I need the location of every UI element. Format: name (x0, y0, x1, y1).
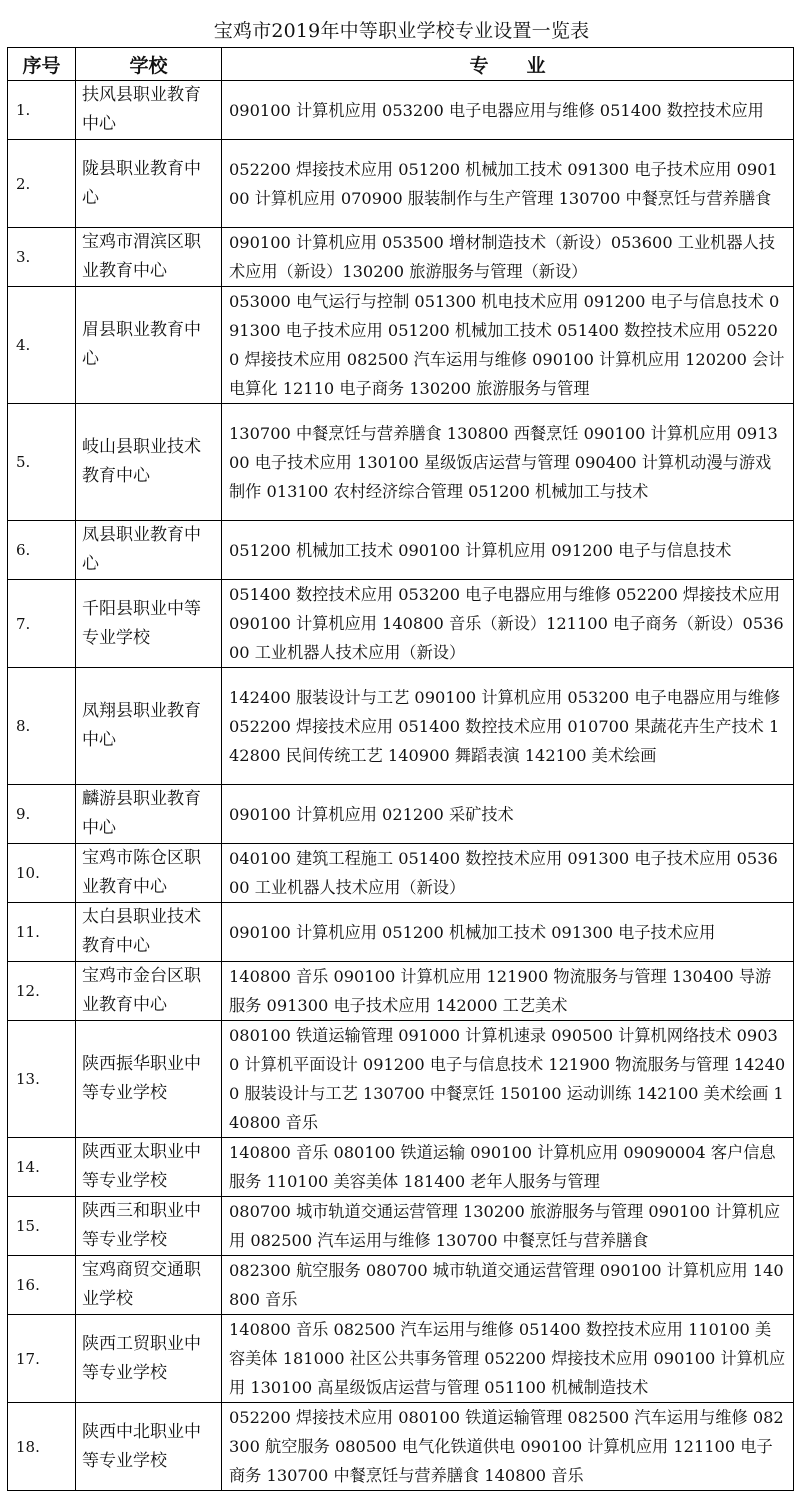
row-major: 052200 焊接技术应用 051200 机械加工技术 091300 电子技术应用 090100 计算机应用 070900 服装制作与生产管理 130700 中餐烹饪与营养膳食 (222, 140, 794, 228)
row-no: 1. (8, 81, 76, 140)
row-school: 千阳县职业中等专业学校 (76, 580, 222, 668)
table-row (8, 785, 794, 844)
table-row (8, 903, 794, 962)
table-row (8, 1256, 794, 1315)
row-school: 宝鸡市金台区职业教育中心 (76, 962, 222, 1021)
table-row (8, 844, 794, 903)
row-major: 140800 音乐 080100 铁道运输 090100 计算机应用 09090004 客户信息服务 110100 美容美体 181400 老年人服务与管理 (222, 1138, 794, 1197)
row-no: 6. (8, 521, 76, 580)
row-school: 陕西工贸职业中等专业学校 (76, 1315, 222, 1403)
header-school: 学校 (76, 48, 222, 81)
row-school: 岐山县职业技术教育中心 (76, 404, 222, 521)
table-header-row (8, 48, 794, 81)
row-no: 10. (8, 844, 76, 903)
row-no: 12. (8, 962, 76, 1021)
row-school: 陕西振华职业中等专业学校 (76, 1021, 222, 1138)
row-school: 眉县职业教育中心 (76, 287, 222, 404)
row-major: 051200 机械加工技术 090100 计算机应用 091200 电子与信息技术 (222, 521, 794, 580)
row-no: 9. (8, 785, 76, 844)
header-major: 专 业 (222, 48, 794, 81)
row-no: 2. (8, 140, 76, 228)
table-row (8, 521, 794, 580)
row-major: 140800 音乐 082500 汽车运用与维修 051400 数控技术应用 110100 美容美体 181000 社区公共事务管理 052200 焊接技术应用 090100 计算机应用 130100 高星级饭店运营与管理 051100 机械制造技术 (222, 1315, 794, 1403)
row-major: 090100 计算机应用 053200 电子电器应用与维修 051400 数控技术应用 (222, 81, 794, 140)
row-major: 140800 音乐 090100 计算机应用 121900 物流服务与管理 130400 导游服务 091300 电子技术应用 142000 工艺美术 (222, 962, 794, 1021)
table-row (8, 580, 794, 668)
table-row (8, 962, 794, 1021)
table-row (8, 81, 794, 140)
row-no: 17. (8, 1315, 76, 1403)
row-no: 5. (8, 404, 76, 521)
row-school: 陕西中北职业中等专业学校 (76, 1403, 222, 1491)
row-major: 080700 城市轨道交通运营管理 130200 旅游服务与管理 090100 计算机应用 082500 汽车运用与维修 130700 中餐烹饪与营养膳食 (222, 1197, 794, 1256)
row-no: 4. (8, 287, 76, 404)
row-school: 宝鸡商贸交通职业学校 (76, 1256, 222, 1315)
table-row (8, 140, 794, 228)
row-major: 130700 中餐烹饪与营养膳食 130800 西餐烹饪 090100 计算机应用 091300 电子技术应用 130100 星级饭店运营与管理 090400 计算机动漫与游戏制作 013100 农村经济综合管理 051200 机械加工与技术 (222, 404, 794, 521)
row-school: 扶风县职业教育中心 (76, 81, 222, 140)
row-school: 宝鸡市渭滨区职业教育中心 (76, 228, 222, 287)
table-row (8, 1403, 794, 1491)
row-major: 082300 航空服务 080700 城市轨道交通运营管理 090100 计算机应用 140800 音乐 (222, 1256, 794, 1315)
header-no: 序号 (8, 48, 76, 81)
row-major: 080100 铁道运输管理 091000 计算机速录 090500 计算机网络技术 09030 计算机平面设计 091200 电子与信息技术 121900 物流服务与管理 142400 服装设计与工艺 130700 中餐烹饪 150100 运动训练 142100 美术绘画 140800 音乐 (222, 1021, 794, 1138)
document-title: 宝鸡市2019年中等职业学校专业设置一览表 (213, 20, 590, 42)
row-school: 麟游县职业教育中心 (76, 785, 222, 844)
table-row (8, 1315, 794, 1403)
row-major: 040100 建筑工程施工 051400 数控技术应用 091300 电子技术应用 053600 工业机器人技术应用（新设） (222, 844, 794, 903)
table-row (8, 1138, 794, 1197)
row-school: 陕西三和职业中等专业学校 (76, 1197, 222, 1256)
row-major: 090100 计算机应用 053500 增材制造技术（新设）053600 工业机器人技术应用（新设）130200 旅游服务与管理（新设） (222, 228, 794, 287)
row-no: 16. (8, 1256, 76, 1315)
row-school: 太白县职业技术教育中心 (76, 903, 222, 962)
row-no: 18. (8, 1403, 76, 1491)
major-table (7, 47, 794, 1491)
row-no: 15. (8, 1197, 76, 1256)
table-row (8, 287, 794, 404)
table-row (8, 228, 794, 287)
row-no: 8. (8, 668, 76, 785)
row-school: 凤县职业教育中心 (76, 521, 222, 580)
table-row (8, 1197, 794, 1256)
row-no: 3. (8, 228, 76, 287)
row-no: 14. (8, 1138, 76, 1197)
table-row (8, 668, 794, 785)
row-major: 051400 数控技术应用 053200 电子电器应用与维修 052200 焊接技术应用 090100 计算机应用 140800 音乐（新设）121100 电子商务（新设）053600 工业机器人技术应用（新设） (222, 580, 794, 668)
row-school: 陕西亚太职业中等专业学校 (76, 1138, 222, 1197)
row-major: 053000 电气运行与控制 051300 机电技术应用 091200 电子与信息技术 091300 电子技术应用 051200 机械加工技术 051400 数控技术应用 052200 焊接技术应用 082500 汽车运用与维修 090100 计算机应用 120200 会计电算化 12110 电子商务 130200 旅游服务与管理 (222, 287, 794, 404)
row-no: 7. (8, 580, 76, 668)
row-major: 142400 服装设计与工艺 090100 计算机应用 053200 电子电器应用与维修 052200 焊接技术应用 051400 数控技术应用 010700 果蔬花卉生产技术 142800 民间传统工艺 140900 舞蹈表演 142100 美术绘画 (222, 668, 794, 785)
row-major: 090100 计算机应用 051200 机械加工技术 091300 电子技术应用 (222, 903, 794, 962)
row-major: 090100 计算机应用 021200 采矿技术 (222, 785, 794, 844)
table-row (8, 1021, 794, 1138)
row-no: 11. (8, 903, 76, 962)
row-no: 13. (8, 1021, 76, 1138)
row-school: 宝鸡市陈仓区职业教育中心 (76, 844, 222, 903)
row-school: 陇县职业教育中心 (76, 140, 222, 228)
row-school: 凤翔县职业教育中心 (76, 668, 222, 785)
table-row (8, 404, 794, 521)
row-major: 052200 焊接技术应用 080100 铁道运输管理 082500 汽车运用与维修 082300 航空服务 080500 电气化铁道供电 090100 计算机应用 121100 电子商务 130700 中餐烹饪与营养膳食 140800 音乐 (222, 1403, 794, 1491)
